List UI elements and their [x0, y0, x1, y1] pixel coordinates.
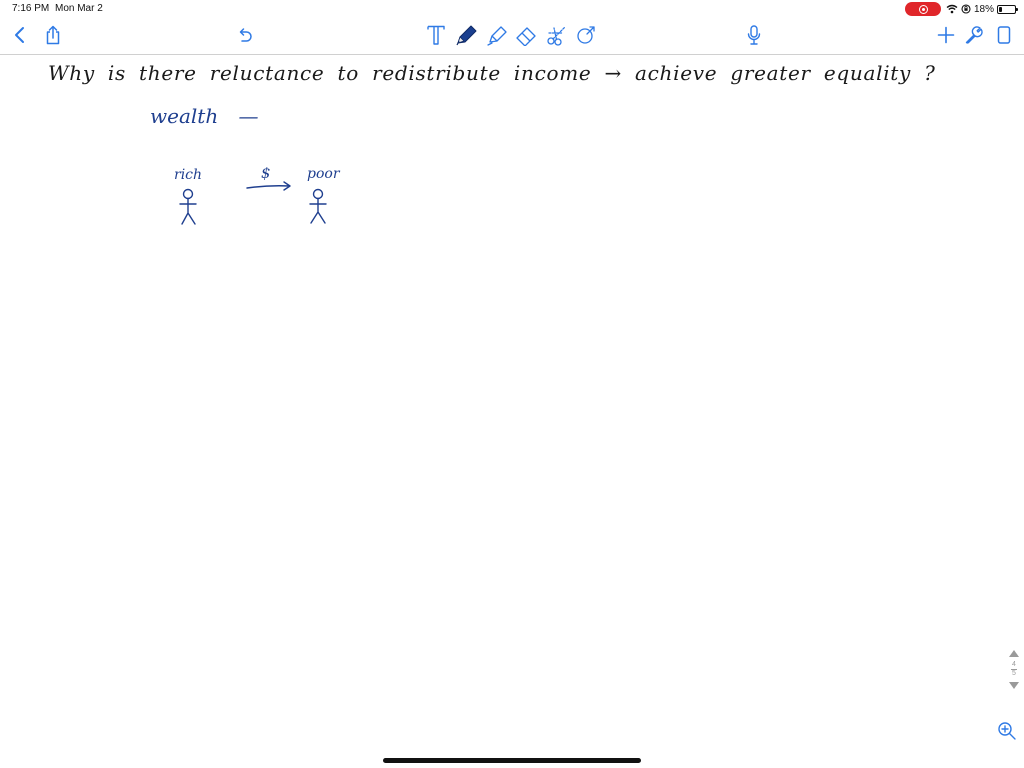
status-icons [946, 2, 1016, 16]
eraser-tool[interactable] [513, 22, 539, 48]
chevron-left-icon [13, 26, 27, 44]
share-button[interactable] [40, 22, 66, 48]
page-down-icon[interactable] [1009, 682, 1019, 689]
poor-stick-figure [310, 190, 326, 224]
page-navigator [1006, 650, 1022, 702]
orientation-lock-icon [961, 4, 971, 14]
status-time: 7:16 PM [12, 3, 50, 14]
battery-icon [997, 5, 1016, 14]
status-date: Mon Mar 2 [55, 3, 103, 14]
share-icon [44, 25, 62, 45]
zoom-button[interactable] [994, 718, 1020, 744]
eraser-icon [513, 24, 539, 46]
note-question: Why is there reluctance to redistribute income → achieve greater equality ? [48, 61, 936, 85]
money-label: $ [261, 164, 271, 182]
rich-stick-figure [180, 190, 196, 225]
add-page-button[interactable] [933, 22, 959, 48]
page-up-icon[interactable] [1009, 650, 1019, 657]
record-icon [919, 5, 928, 14]
highlighter-tool[interactable] [484, 22, 510, 48]
note-canvas[interactable] [0, 55, 1024, 768]
current-page: 4 [1012, 661, 1016, 668]
shapes-icon [575, 24, 597, 46]
battery-percentage: 18% [974, 3, 995, 15]
pen-tool[interactable] [453, 22, 479, 48]
text-tool-icon [426, 24, 446, 46]
page-icon [996, 25, 1012, 45]
transfer-arrow [247, 182, 290, 190]
home-indicator[interactable] [383, 758, 641, 763]
text-tool[interactable] [423, 22, 449, 48]
highlighter-icon [485, 24, 509, 46]
undo-icon [236, 26, 254, 44]
undo-button[interactable] [232, 22, 258, 48]
ink-drawing [0, 55, 1024, 768]
wifi-icon [946, 4, 958, 14]
shapes-tool[interactable] [573, 22, 599, 48]
microphone-button[interactable] [741, 22, 767, 48]
note-wealth-label: wealth — [150, 104, 259, 128]
page-view-button[interactable] [991, 22, 1017, 48]
total-pages: 5 [1012, 670, 1016, 677]
pen-icon [454, 24, 478, 46]
back-button[interactable] [7, 22, 33, 48]
toolbar [0, 18, 1024, 54]
settings-button[interactable] [961, 22, 987, 48]
rich-label: rich [174, 167, 203, 183]
lasso-tool[interactable] [544, 22, 570, 48]
plus-icon [937, 26, 955, 44]
wrench-icon [964, 25, 984, 45]
status-bar [0, 0, 1024, 18]
microphone-icon [746, 24, 762, 46]
zoom-in-icon [997, 721, 1017, 741]
scissors-icon [545, 24, 569, 46]
screen-recording-indicator[interactable] [905, 2, 941, 16]
poor-label: poor [307, 166, 340, 182]
